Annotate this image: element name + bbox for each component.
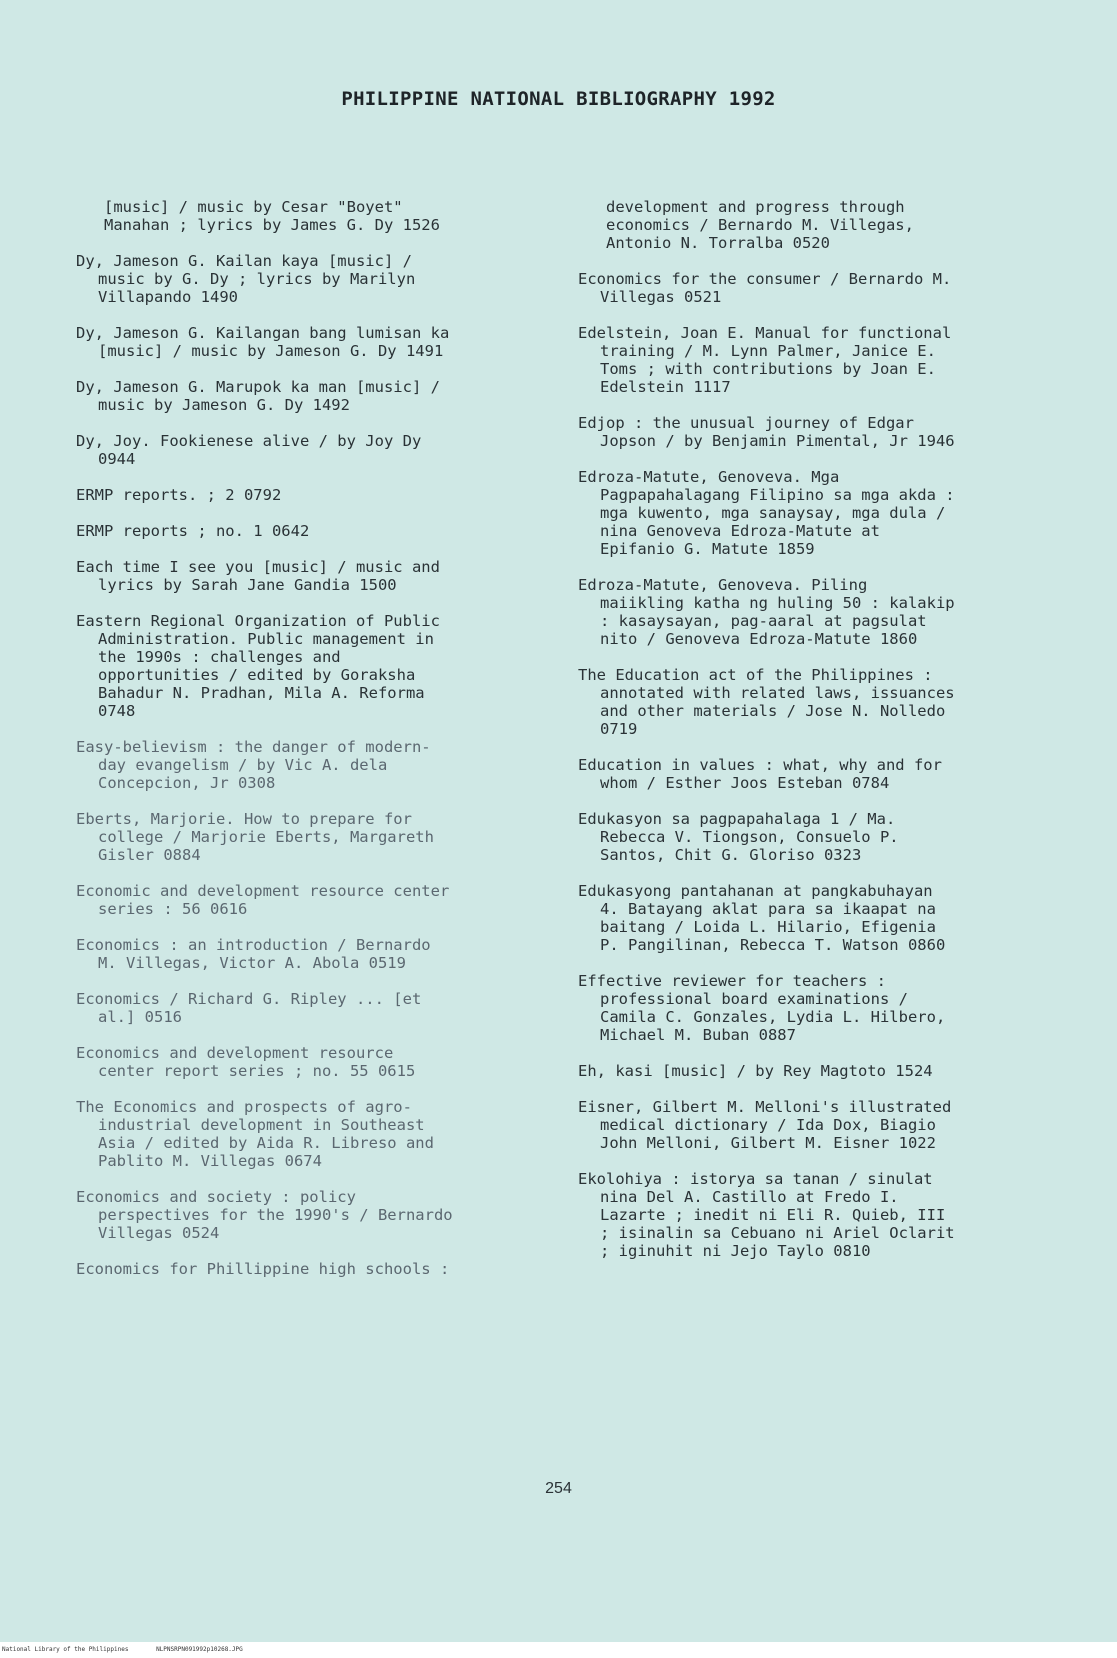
bibliography-entry: Economics for the consumer / Bernardo M. Villegas 0521	[578, 270, 952, 306]
bibliography-entry: Dy, Joy. Fookienese alive / by Joy Dy 0944	[76, 432, 422, 468]
bibliography-entry: Dy, Jameson G. Kailangan bang lumisan ka [music] / music by Jameson G. Dy 1491	[76, 324, 450, 360]
left-column	[76, 198, 536, 1296]
footer-file-name: NLPNSRPN091992p10268.JPG	[156, 1646, 243, 1653]
bibliography-entry: Economics and development resource center report series ; no. 55 0615	[76, 1044, 416, 1080]
bibliography-entry: ERMP reports ; no. 1 0642	[76, 522, 310, 540]
bibliography-entry: Dy, Jameson G. Kailan kaya [music] / music by G. Dy ; lyrics by Marilyn Villapando 1490	[76, 252, 416, 306]
bibliography-entry: Economics / Richard G. Ripley ... [et al.] 0516	[76, 990, 422, 1026]
bibliography-entry: Edjop : the unusual journey of Edgar Jopson / by Benjamin Pimental, Jr 1946	[578, 414, 955, 450]
bibliography-entry: Effective reviewer for teachers : professional board examinations / Camila C. Gonzales, Lydia L. Hilbero, Michael M. Buban 0887	[578, 972, 946, 1044]
bibliography-entry: Edroza-Matute, Genoveva. Piling maiikling katha ng huling 50 : kalakip : kasaysayan, pag-aaral at pagsulat nito / Genoveva Edroza-Matute 1860	[578, 576, 955, 648]
scan-footer	[0, 1642, 1117, 1658]
page-title: PHILIPPINE NATIONAL BIBLIOGRAPHY 1992	[341, 88, 776, 110]
right-column	[578, 198, 1043, 1278]
bibliography-entry: Eastern Regional Organization of Public Administration. Public management in the 1990s : challenges and opportunities / edited by Goraksha Bahadur N. Pradhan, Mila A. Reforma 0748	[76, 612, 440, 720]
bibliography-entry: Economics and society : policy perspectives for the 1990's / Bernardo Villegas 0524	[76, 1188, 453, 1242]
bibliography-entry: Eisner, Gilbert M. Melloni's illustrated medical dictionary / Ida Dox, Biagio John Melloni, Gilbert M. Eisner 1022	[578, 1098, 952, 1152]
bibliography-entry: [music] / music by Cesar "Boyet" Manahan ; lyrics by James G. Dy 1526	[104, 198, 440, 234]
page-number: 254	[545, 1480, 572, 1497]
bibliography-entry: Economics : an introduction / Bernardo M. Villegas, Victor A. Abola 0519	[76, 936, 431, 972]
bibliography-entry: Edroza-Matute, Genoveva. Mga Pagpapahalagang Filipino sa mga akda : mga kuwento, mga sanaysay, mga dula / nina Genoveva Edroza-Matute at Epifanio G. Matute 1859	[578, 468, 955, 558]
bibliography-entry: Edukasyong pantahanan at pangkabuhayan 4. Batayang aklat para sa ikaapat na baitang / Loida L. Hilario, Efigenia P. Pangilinan, Rebecca T. Watson 0860	[578, 882, 946, 954]
bibliography-entry: Each time I see you [music] / music and lyrics by Sarah Jane Gandia 1500	[76, 558, 440, 594]
bibliography-entry: The Economics and prospects of agro- industrial development in Southeast Asia / edited by Aida R. Libreso and Pablito M. Villegas 0674	[76, 1098, 434, 1170]
bibliography-entry: development and progress through economics / Bernardo M. Villegas, Antonio N. Torralba 0520	[606, 198, 914, 252]
bibliography-entry: Easy-believism : the danger of modern- day evangelism / by Vic A. dela Concepcion, Jr 0308	[76, 738, 431, 792]
bibliography-entry: Eh, kasi [music] / by Rey Magtoto 1524	[578, 1062, 933, 1080]
footer-library-name: National Library of the Philippines	[2, 1646, 129, 1653]
bibliography-entry: Dy, Jameson G. Marupok ka man [music] / music by Jameson G. Dy 1492	[76, 378, 440, 414]
bibliography-entry: Eberts, Marjorie. How to prepare for college / Marjorie Eberts, Margareth Gisler 0884	[76, 810, 434, 864]
bibliography-entry: Edelstein, Joan E. Manual for functional training / M. Lynn Palmer, Janice E. Toms ; with contributions by Joan E. Edelstein 1117	[578, 324, 952, 396]
bibliography-entry: The Education act of the Philippines : annotated with related laws, issuances and other materials / Jose N. Nolledo 0719	[578, 666, 955, 738]
bibliography-entry: Edukasyon sa pagpapahalaga 1 / Ma. Rebecca V. Tiongson, Consuelo P. Santos, Chit G. Gloriso 0323	[578, 810, 899, 864]
bibliography-entry: ERMP reports. ; 2 0792	[76, 486, 282, 504]
bibliography-entry: Economics for Phillippine high schools :	[76, 1260, 450, 1278]
bibliography-entry: Ekolohiya : istorya sa tanan / sinulat nina Del A. Castillo at Fredo I. Lazarte ; inedit ni Eli R. Quieb, III ; isinalin sa Cebuano ni Ariel Oclarit ; iginuhit ni Jejo Taylo 0810	[578, 1170, 955, 1260]
bibliography-entry: Education in values : what, why and for whom / Esther Joos Esteban 0784	[578, 756, 942, 792]
bibliography-entry: Economic and development resource center series : 56 0616	[76, 882, 450, 918]
